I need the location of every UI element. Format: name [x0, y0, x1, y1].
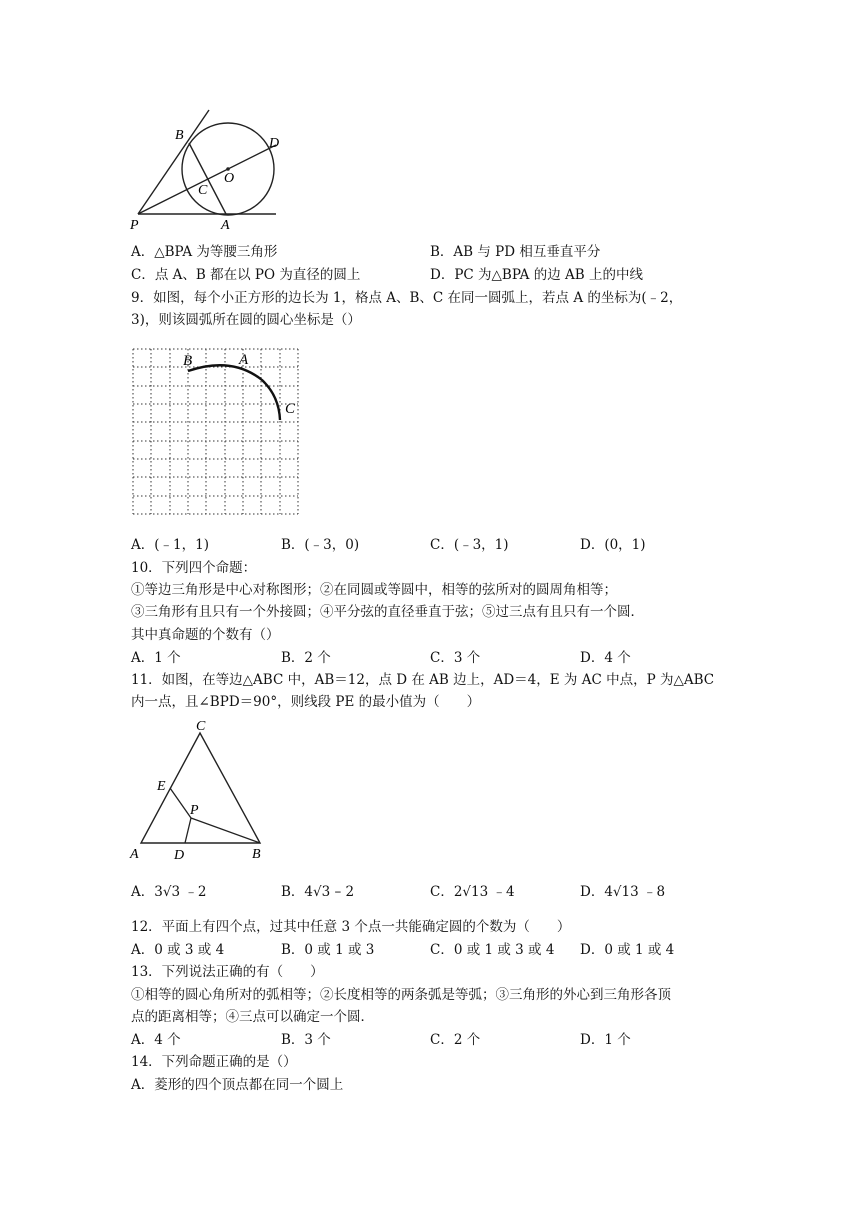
label-c: C: [285, 401, 296, 417]
q10-option-b: B．2 个: [281, 650, 331, 666]
q10-stem-line3: ③三角形有且只有一个外接圆；④平分弦的直径垂直于弦；⑤过三点有且只有一个圆．: [131, 604, 644, 620]
label-c: C: [198, 183, 208, 198]
arc-bac: [188, 365, 280, 420]
q8-option-c: C．点 A、B 都在以 PO 为直径的圆上: [131, 267, 361, 283]
label-o: O: [224, 171, 235, 186]
q14-stem: 14．下列命题正确的是（）: [131, 1054, 297, 1070]
label-p: P: [130, 218, 139, 232]
q9-option-b: B．(﹣3，0): [281, 537, 360, 553]
q8-figure: [128, 104, 288, 232]
chord-ab: [189, 143, 226, 214]
q13-option-b: B．3 个: [281, 1032, 331, 1048]
q11-option-c: C．2√13 ﹣4: [430, 884, 515, 900]
label-d: D: [269, 136, 280, 151]
q10-stem-line2: ①等边三角形是中心对称图形；②在同圆或等圆中，相等的弦所对的圆周角相等；: [131, 582, 617, 598]
q13-option-d: D．1 个: [580, 1032, 631, 1048]
line-pd: [138, 145, 276, 214]
q13-option-a: A．4 个: [131, 1032, 181, 1048]
label-c: C: [196, 719, 206, 734]
segment-ep: [170, 788, 191, 818]
q9-stem-line1: 9．如图，每个小正方形的边长为 1，格点 A、B、C 在同一圆弧上，若点 A 的坐标为(﹣2，: [131, 290, 683, 306]
q8-option-d: D．PC 为△BPA 的边 AB 上的中线: [430, 267, 643, 283]
q8-option-b: B．AB 与 PD 相互垂直平分: [430, 244, 601, 260]
q11-stem-line2: 内一点，且∠BPD＝90°，则线段 PE 的最小值为（ ）: [131, 694, 481, 710]
q11-option-d: D．4√13 ﹣8: [580, 884, 666, 900]
q14-option-a: A．菱形的四个顶点都在同一个圆上: [131, 1077, 344, 1093]
q13-stem-line3: 点的距离相等；④三点可以确定一个圆．: [131, 1009, 374, 1025]
q9-stem-line2: 3)，则该圆弧所在圆的圆心坐标是（）: [131, 312, 361, 328]
q12-stem: 12．平面上有四个点，过其中任意 3 个点一共能确定圆的个数为（ ）: [131, 919, 571, 935]
q13-stem-line2: ①相等的圆心角所对的弧相等；②长度相等的两条弧是等弧；③三角形的外心到三角形各顶: [131, 987, 671, 1003]
label-a: A: [130, 847, 139, 862]
q9-option-c: C．(﹣3，1): [430, 537, 509, 553]
q13-option-c: C．2 个: [430, 1032, 481, 1048]
q11-option-a: A．3√3 ﹣2: [131, 884, 207, 900]
label-p: P: [190, 803, 199, 818]
q12-option-d: D．0 或 1 或 4: [580, 942, 675, 958]
label-b: B: [252, 847, 261, 862]
q9-grid-figure: [128, 344, 308, 520]
q12-option-a: A．0 或 3 或 4: [131, 942, 225, 958]
q11-option-b: B．4√3 – 2: [281, 884, 355, 900]
label-d: D: [174, 848, 185, 863]
segment-pd: [185, 818, 191, 843]
q8-option-a: A．△BPA 为等腰三角形: [131, 244, 278, 260]
label-e: E: [157, 779, 166, 794]
q11-stem-line1: 11．如图，在等边△ABC 中，AB＝12，点 D 在 AB 边上，AD＝4，E 为 AC 中点，P 为△ABC: [131, 672, 715, 688]
q10-option-c: C．3 个: [430, 650, 481, 666]
q9-option-d: D．(0，1): [580, 537, 646, 553]
label-b: B: [175, 128, 184, 143]
q13-stem-line1: 13．下列说法正确的有（ ）: [131, 964, 324, 980]
label-a: A: [239, 352, 249, 368]
q12-option-c: C．0 或 1 或 3 或 4: [430, 942, 555, 958]
q10-option-a: A．1 个: [131, 650, 181, 666]
q10-stem-line1: 10．下列四个命题：: [131, 560, 257, 576]
q10-option-d: D．4 个: [580, 650, 631, 666]
q11-triangle-figure: [128, 714, 268, 864]
q9-option-a: A．(﹣1，1): [131, 537, 209, 553]
q10-stem-line4: 其中真命题的个数有（）: [131, 627, 280, 643]
segment-pb: [191, 818, 260, 843]
label-b: B: [183, 353, 193, 369]
label-a: A: [221, 218, 230, 232]
q12-option-b: B．0 或 1 或 3: [281, 942, 375, 958]
